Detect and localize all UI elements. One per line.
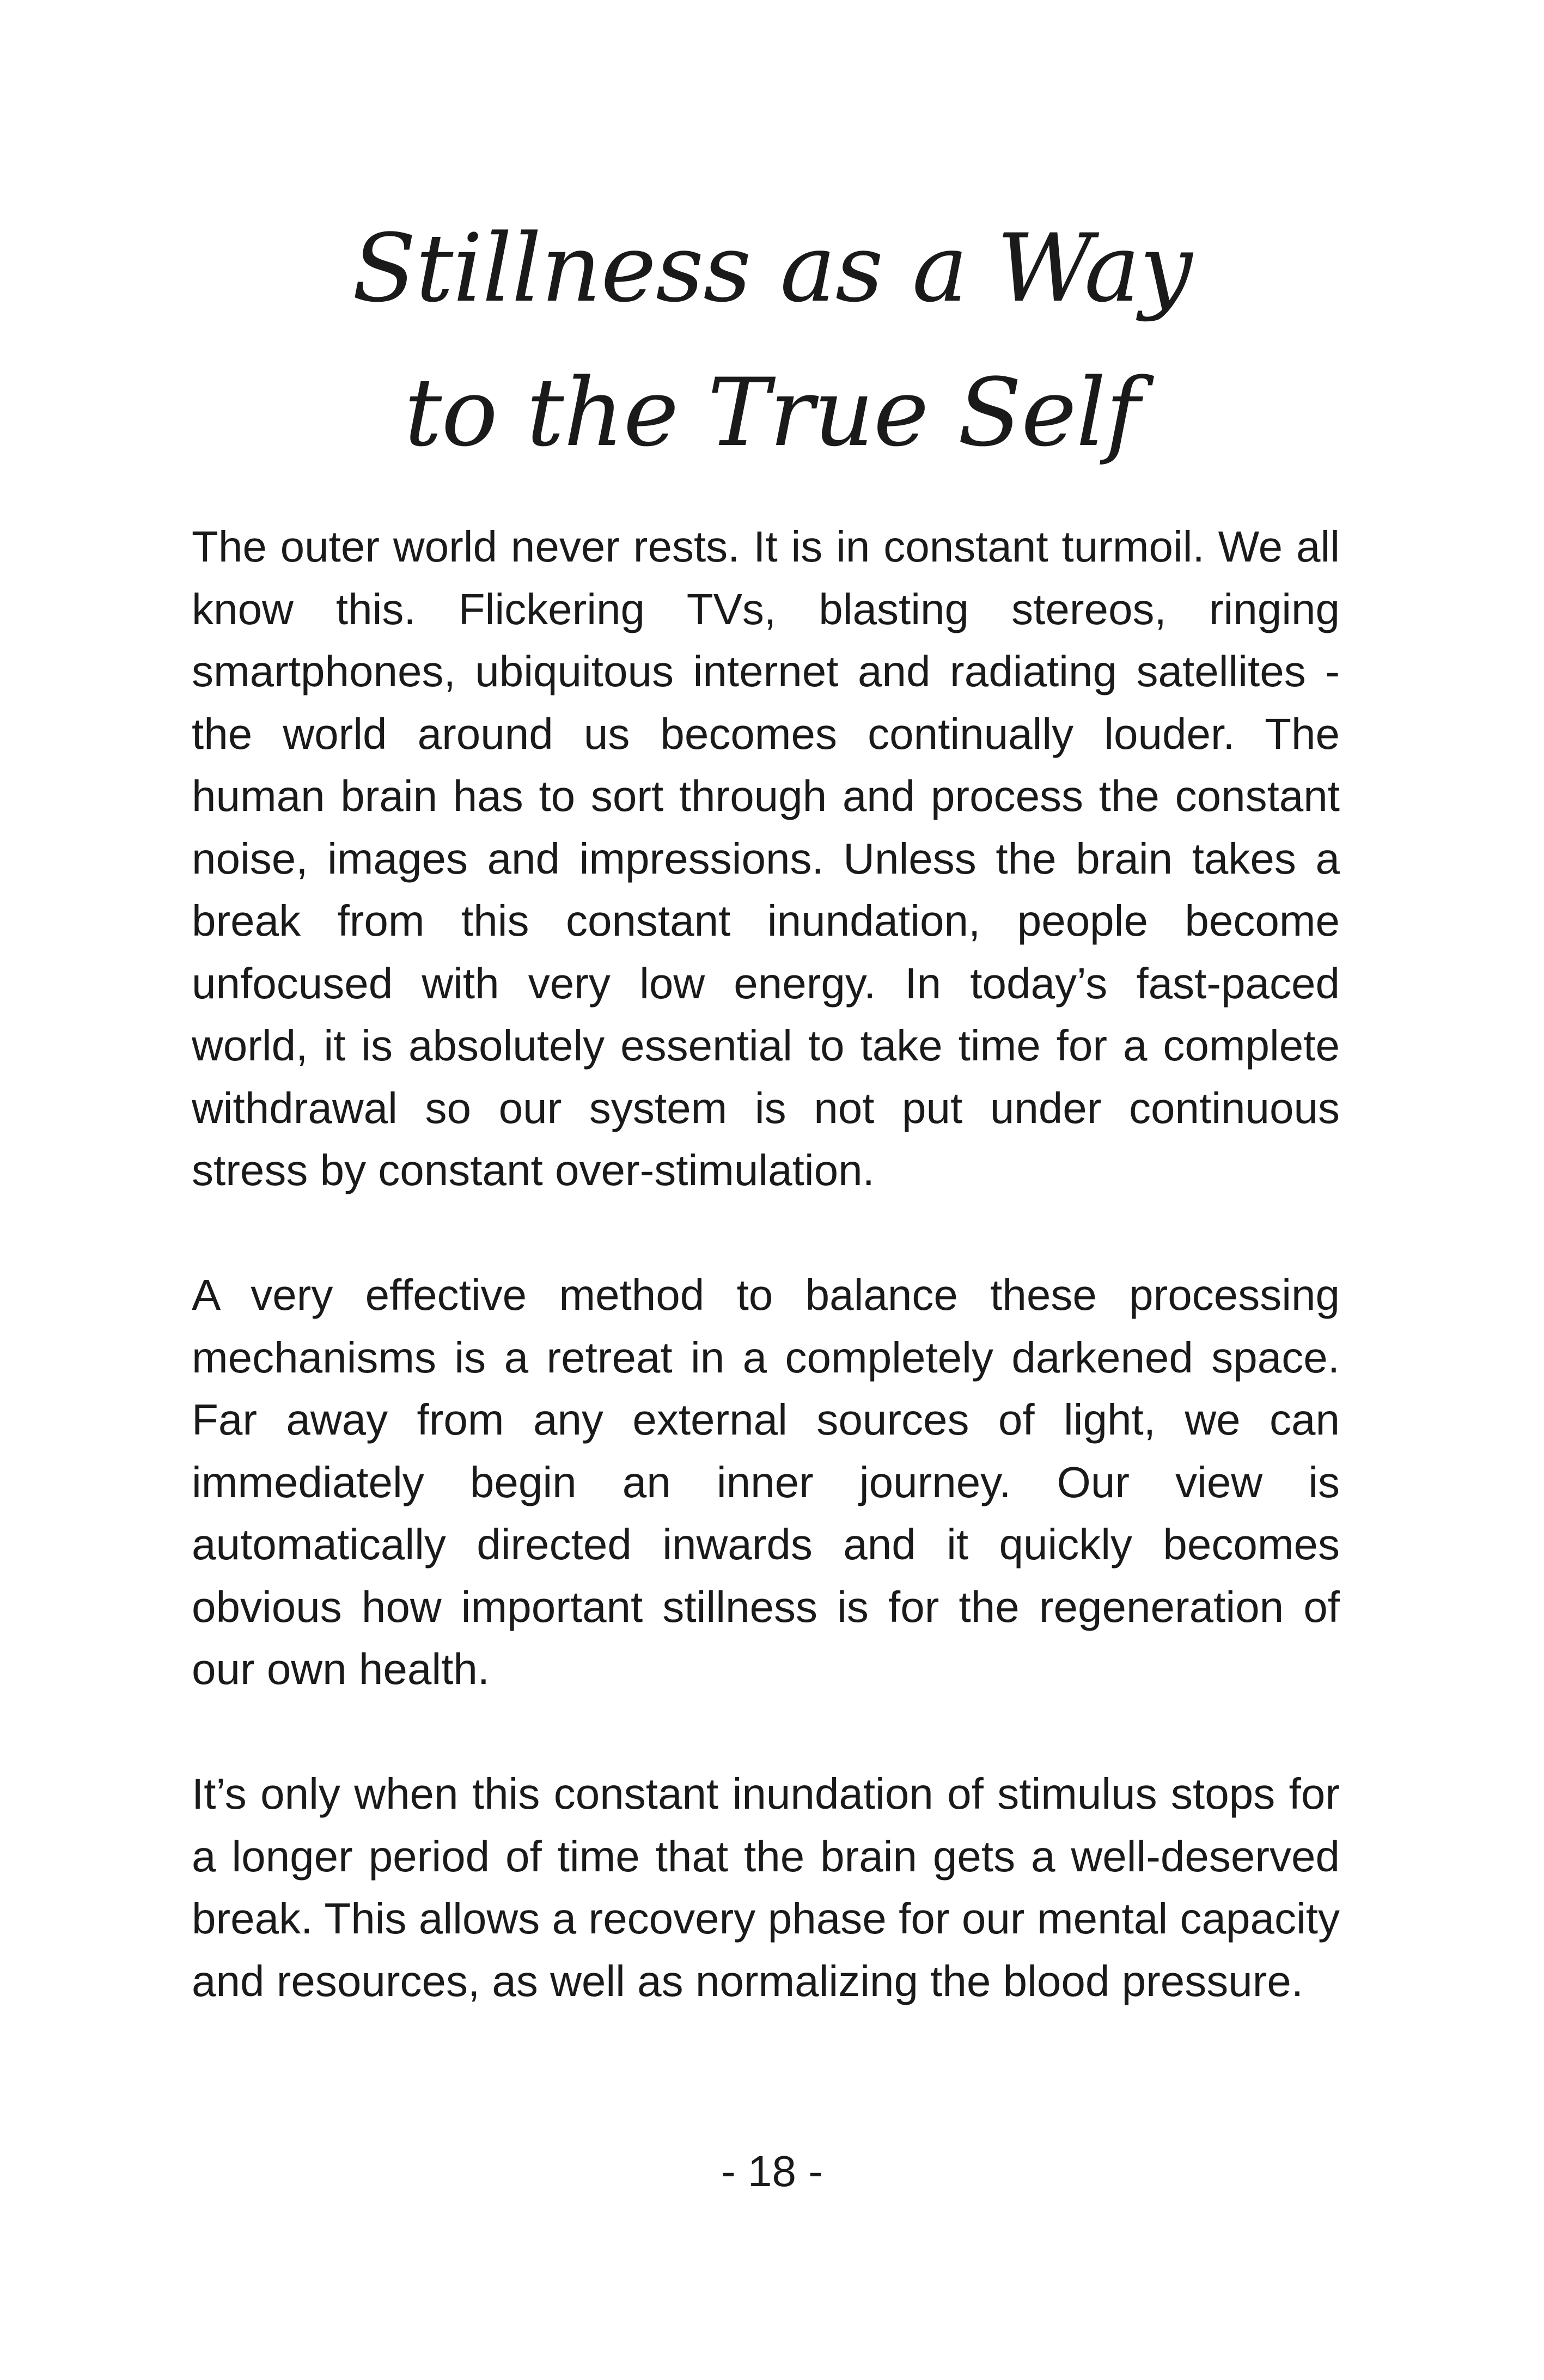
body-text — [192, 516, 1340, 2012]
paragraph-1: The outer world never rests. It is in constant turmoil. We all know this. Flickering TVs, blasting stereos, ringing smartphones, ubiquitous internet and radiating satellites - the world around us becomes continually louder. The human brain has to sort through and process the constant noise, images and impressions. Unless the brain takes a break from this constant inundation, people become unfocused with very low energy. In today’s fast-paced world, it is absolutely essential to take time for a complete withdrawal so our system is not put under continuous stress by constant over-stimulation. — [192, 522, 1340, 1194]
paragraph-2: A very effective method to balance these processing mechanisms is a retreat in a completely darkened space. Far away from any external sources of light, we can immediately begin an inner journey. Our view is automatically directed inwards and it quickly becomes obvious how important stillness is for the regeneration of our own health. — [192, 1271, 1340, 1693]
chapter-title-line-2: to the True Self — [404, 358, 1140, 467]
chapter-title-line-1: Stillness as a Way — [352, 213, 1192, 323]
paragraph-3: It’s only when this constant inundation of stimulus stops for a longer period of time that the brain gets a well-deserved break. This allows a recovery phase for our mental capacity and resources, as well as normalizing the blood pressure. — [192, 1769, 1340, 2005]
page-number: - 18 - — [721, 2147, 823, 2195]
chapter-title — [163, 196, 1381, 485]
